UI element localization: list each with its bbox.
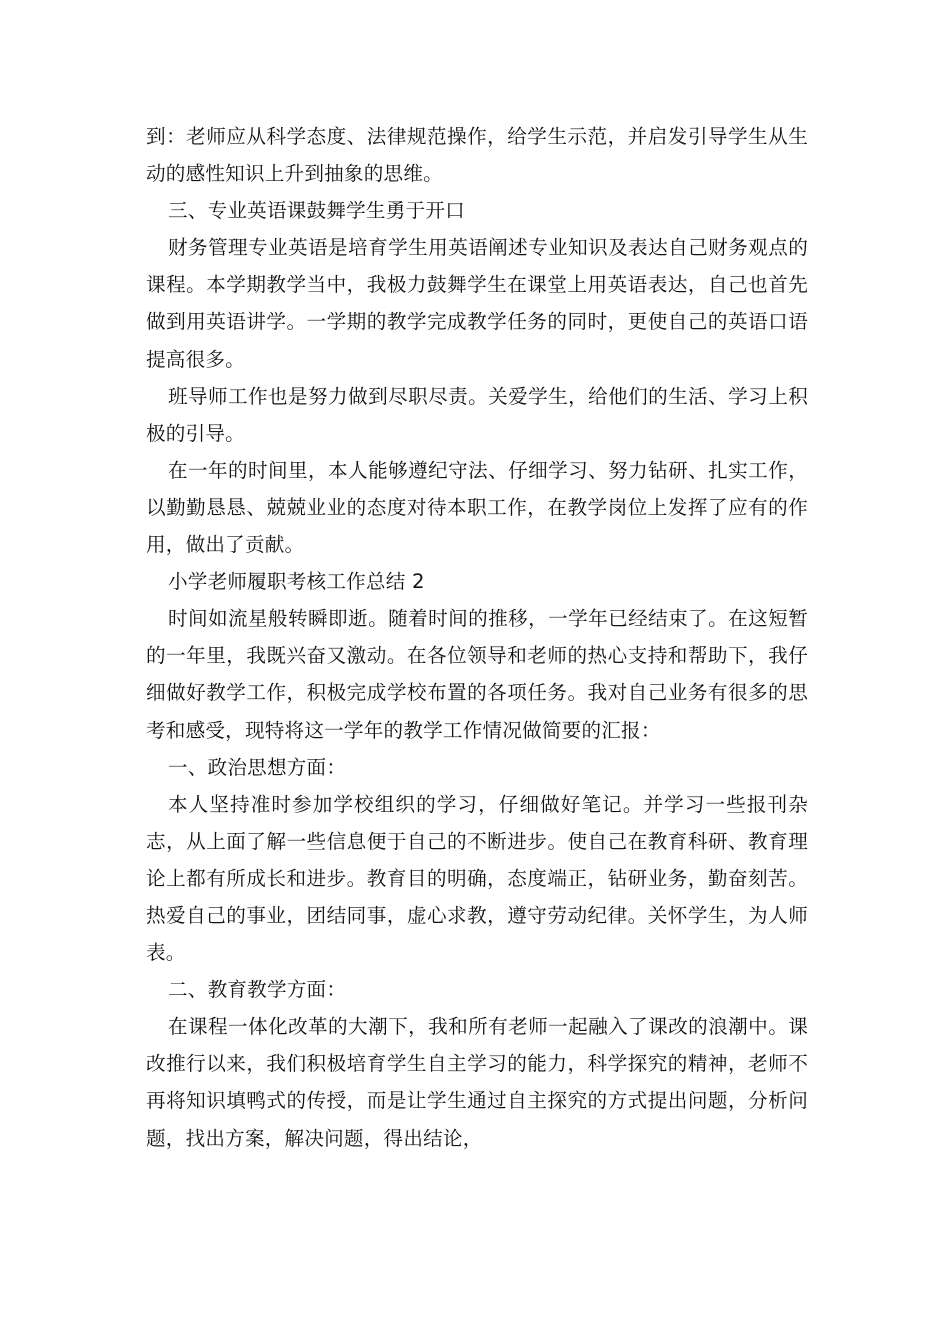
document-body: [146, 118, 808, 1157]
paragraph-1: 到：老师应从科学态度、法律规范操作，给学生示范，并启发引导学生从生动的感性知识上升到抽象的思维。: [146, 125, 808, 186]
paragraph-6: 本人坚持准时参加学校组织的学习，仔细做好笔记。并学习一些报刊杂志，从上面了解一些信息便于自己的不断进步。使自己在教育科研、教育理论上都有所成长和进步。教育目的明确，态度端正，钻研业务，勤奋刻苦。热爱自己的事业，团结同事，虚心求教，遵守劳动纪律。关怀学生，为人师表。: [146, 792, 808, 965]
paragraph-3: 班导师工作也是努力做到尽职尽责。关爱学生，给他们的生活、学习上积极的引导。: [146, 384, 808, 445]
document-title-2: 小学老师履职考核工作总结 2: [168, 570, 425, 594]
section-heading-2: 二、教育教学方面：: [168, 978, 347, 1002]
paragraph-4: 在一年的时间里，本人能够遵纪守法、仔细学习、努力钻研、扎实工作，以勤勤恳恳、兢兢业业的态度对待本职工作，在教学岗位上发挥了应有的作用，做出了贡献。: [146, 458, 808, 557]
paragraph-7: 在课程一体化改革的大潮下，我和所有老师一起融入了课改的浪潮中。课改推行以来，我们积极培育学生自主学习的能力，科学探究的精神，老师不再将知识填鸭式的传授，而是让学生通过自主探究的方式提出问题，分析问题，找出方案，解决问题，得出结论，: [146, 1015, 808, 1150]
paragraph-2: 财务管理专业英语是培育学生用英语阐述专业知识及表达自己财务观点的课程。本学期教学当中，我极力鼓舞学生在课堂上用英语表达，自己也首先做到用英语讲学。一学期的教学完成教学任务的同时，更使自己的英语口语提高很多。: [146, 236, 808, 371]
section-heading-1: 一、政治思想方面：: [168, 755, 347, 779]
section-heading-3: 三、专业英语课鼓舞学生勇于开口: [168, 199, 465, 223]
paragraph-5: 时间如流星般转瞬即逝。随着时间的推移，一学年已经结束了。在这短暂的一年里，我既兴奋又激动。在各位领导和老师的热心支持和帮助下，我仔细做好教学工作，积极完成学校布置的各项任务。我对自己业务有很多的思考和感受，现特将这一学年的教学工作情况做简要的汇报：: [146, 607, 808, 742]
